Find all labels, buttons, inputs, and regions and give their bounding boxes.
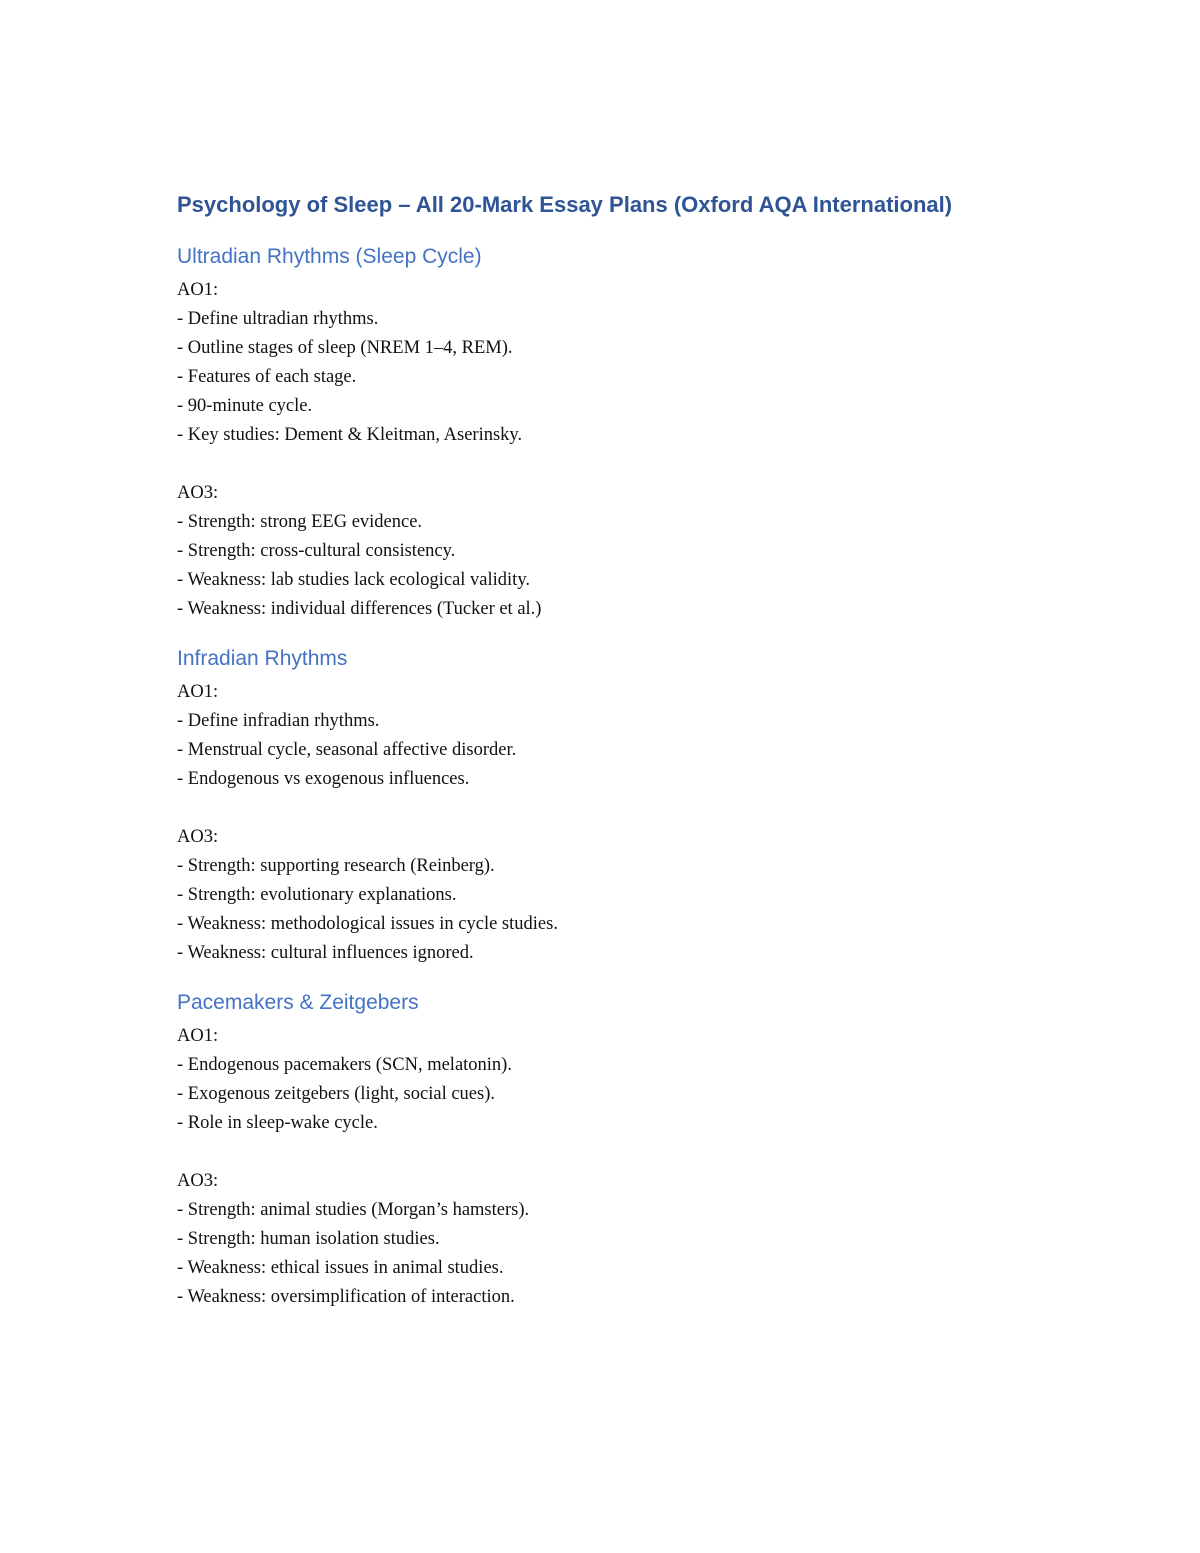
ao1-block <box>177 276 1077 450</box>
list-item: - Weakness: lab studies lack ecological validity. <box>177 570 530 590</box>
section-heading: Pacemakers & Zeitgebers <box>177 991 419 1014</box>
list-item: - Weakness: methodological issues in cycle studies. <box>177 914 558 934</box>
ao1-block <box>177 678 1077 794</box>
list-item: - Exogenous zeitgebers (light, social cues). <box>177 1084 495 1104</box>
section-heading: Infradian Rhythms <box>177 647 348 670</box>
list-item: - Endogenous vs exogenous influences. <box>177 769 470 789</box>
list-item: - Strength: supporting research (Reinberg). <box>177 856 495 876</box>
ao1-block <box>177 1022 1077 1138</box>
ao3-label: AO3: <box>177 827 219 847</box>
ao3-block <box>177 823 1077 968</box>
list-item: - Endogenous pacemakers (SCN, melatonin). <box>177 1055 512 1075</box>
ao3-block <box>177 1167 1077 1312</box>
list-item: - Outline stages of sleep (NREM 1–4, REM). <box>177 338 513 358</box>
list-item: - Define infradian rhythms. <box>177 711 380 731</box>
ao1-label: AO1: <box>177 1026 219 1046</box>
document-body <box>177 190 1077 1312</box>
section-pacemakers-zeitgebers <box>177 988 1077 1312</box>
list-item: - Menstrual cycle, seasonal affective disorder. <box>177 740 517 760</box>
list-item: - Role in sleep-wake cycle. <box>177 1113 378 1133</box>
section-heading: Ultradian Rhythms (Sleep Cycle) <box>177 245 482 268</box>
list-item: - 90-minute cycle. <box>177 396 313 416</box>
ao1-label: AO1: <box>177 280 219 300</box>
document-title: Psychology of Sleep – All 20-Mark Essay Plans (Oxford AQA International) <box>177 192 953 217</box>
list-item: - Strength: strong EEG evidence. <box>177 512 423 532</box>
ao3-label: AO3: <box>177 483 219 503</box>
section-infradian-rhythms <box>177 644 1077 968</box>
list-item: - Features of each stage. <box>177 367 357 387</box>
ao3-label: AO3: <box>177 1171 219 1191</box>
list-item: - Weakness: individual differences (Tucker et al.) <box>177 599 542 619</box>
list-item: - Strength: cross-cultural consistency. <box>177 541 456 561</box>
list-item: - Strength: animal studies (Morgan’s hamsters). <box>177 1200 530 1220</box>
list-item: - Strength: human isolation studies. <box>177 1229 440 1249</box>
list-item: - Weakness: oversimplification of interaction. <box>177 1287 515 1307</box>
list-item: - Weakness: ethical issues in animal studies. <box>177 1258 504 1278</box>
list-item: - Strength: evolutionary explanations. <box>177 885 457 905</box>
list-item: - Weakness: cultural influences ignored. <box>177 943 474 963</box>
ao3-block <box>177 479 1077 624</box>
section-ultradian-rhythms <box>177 242 1077 624</box>
ao1-label: AO1: <box>177 682 219 702</box>
list-item: - Define ultradian rhythms. <box>177 309 379 329</box>
list-item: - Key studies: Dement & Kleitman, Aserinsky. <box>177 425 523 445</box>
